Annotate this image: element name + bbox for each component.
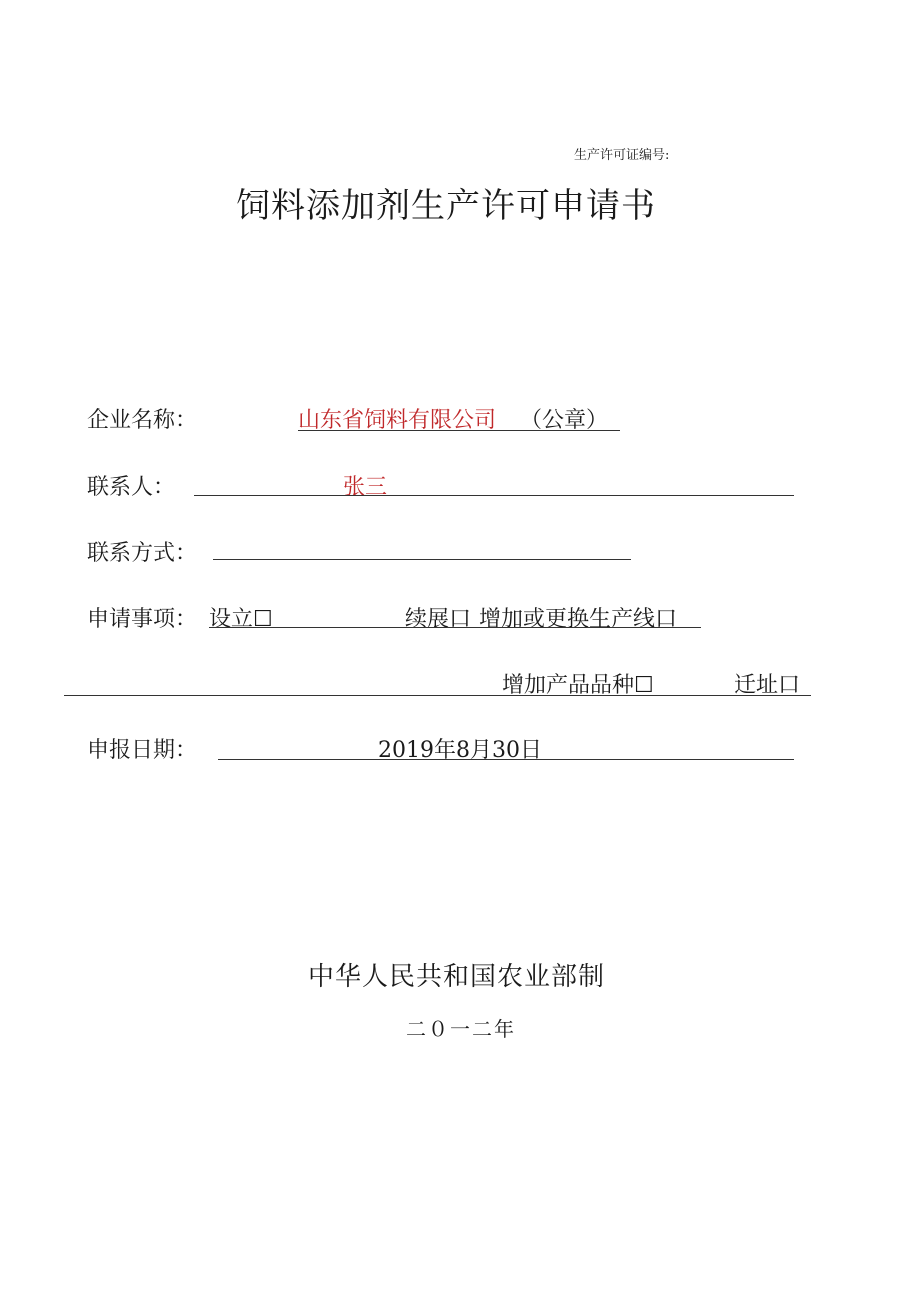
option-renew-checkbox[interactable]: 续展口 bbox=[405, 607, 472, 632]
issue-year: 二０一二年 bbox=[406, 1017, 516, 1041]
application-items-label: 申请事项： bbox=[87, 607, 198, 632]
contact-method-label: 联系方式： bbox=[87, 541, 198, 566]
contact-person-underline bbox=[194, 495, 794, 496]
application-items-underline bbox=[209, 627, 701, 628]
license-number-label: 生产许可证编号: bbox=[574, 148, 670, 163]
company-name-underline bbox=[298, 430, 620, 431]
option-establish-checkbox[interactable]: 设立☐ bbox=[209, 607, 273, 632]
application-items-underline-2 bbox=[64, 695, 811, 696]
date-label: 申报日期： bbox=[87, 738, 198, 763]
document-title: 饲料添加剂生产许可申请书 bbox=[236, 186, 656, 226]
option-add-variety-checkbox[interactable]: 增加产品品种☐ bbox=[502, 673, 654, 698]
company-name-label: 企业名称： bbox=[87, 408, 198, 433]
contact-method-underline bbox=[213, 559, 631, 560]
contact-person-value[interactable]: 张三 bbox=[343, 475, 388, 500]
option-add-line-checkbox[interactable]: 增加或更换生产线口 bbox=[479, 607, 678, 632]
date-underline bbox=[218, 759, 794, 760]
option-relocate-checkbox[interactable]: 迁址口 bbox=[734, 673, 801, 698]
contact-person-label: 联系人： bbox=[87, 475, 176, 500]
company-seal-note: （公章） bbox=[520, 408, 609, 433]
date-value[interactable]: 2019年8月30日 bbox=[378, 738, 542, 763]
company-name-value[interactable]: 山东省饲料有限公司 bbox=[298, 408, 497, 433]
issuer-text: 中华人民共和国农业部制 bbox=[308, 962, 606, 992]
